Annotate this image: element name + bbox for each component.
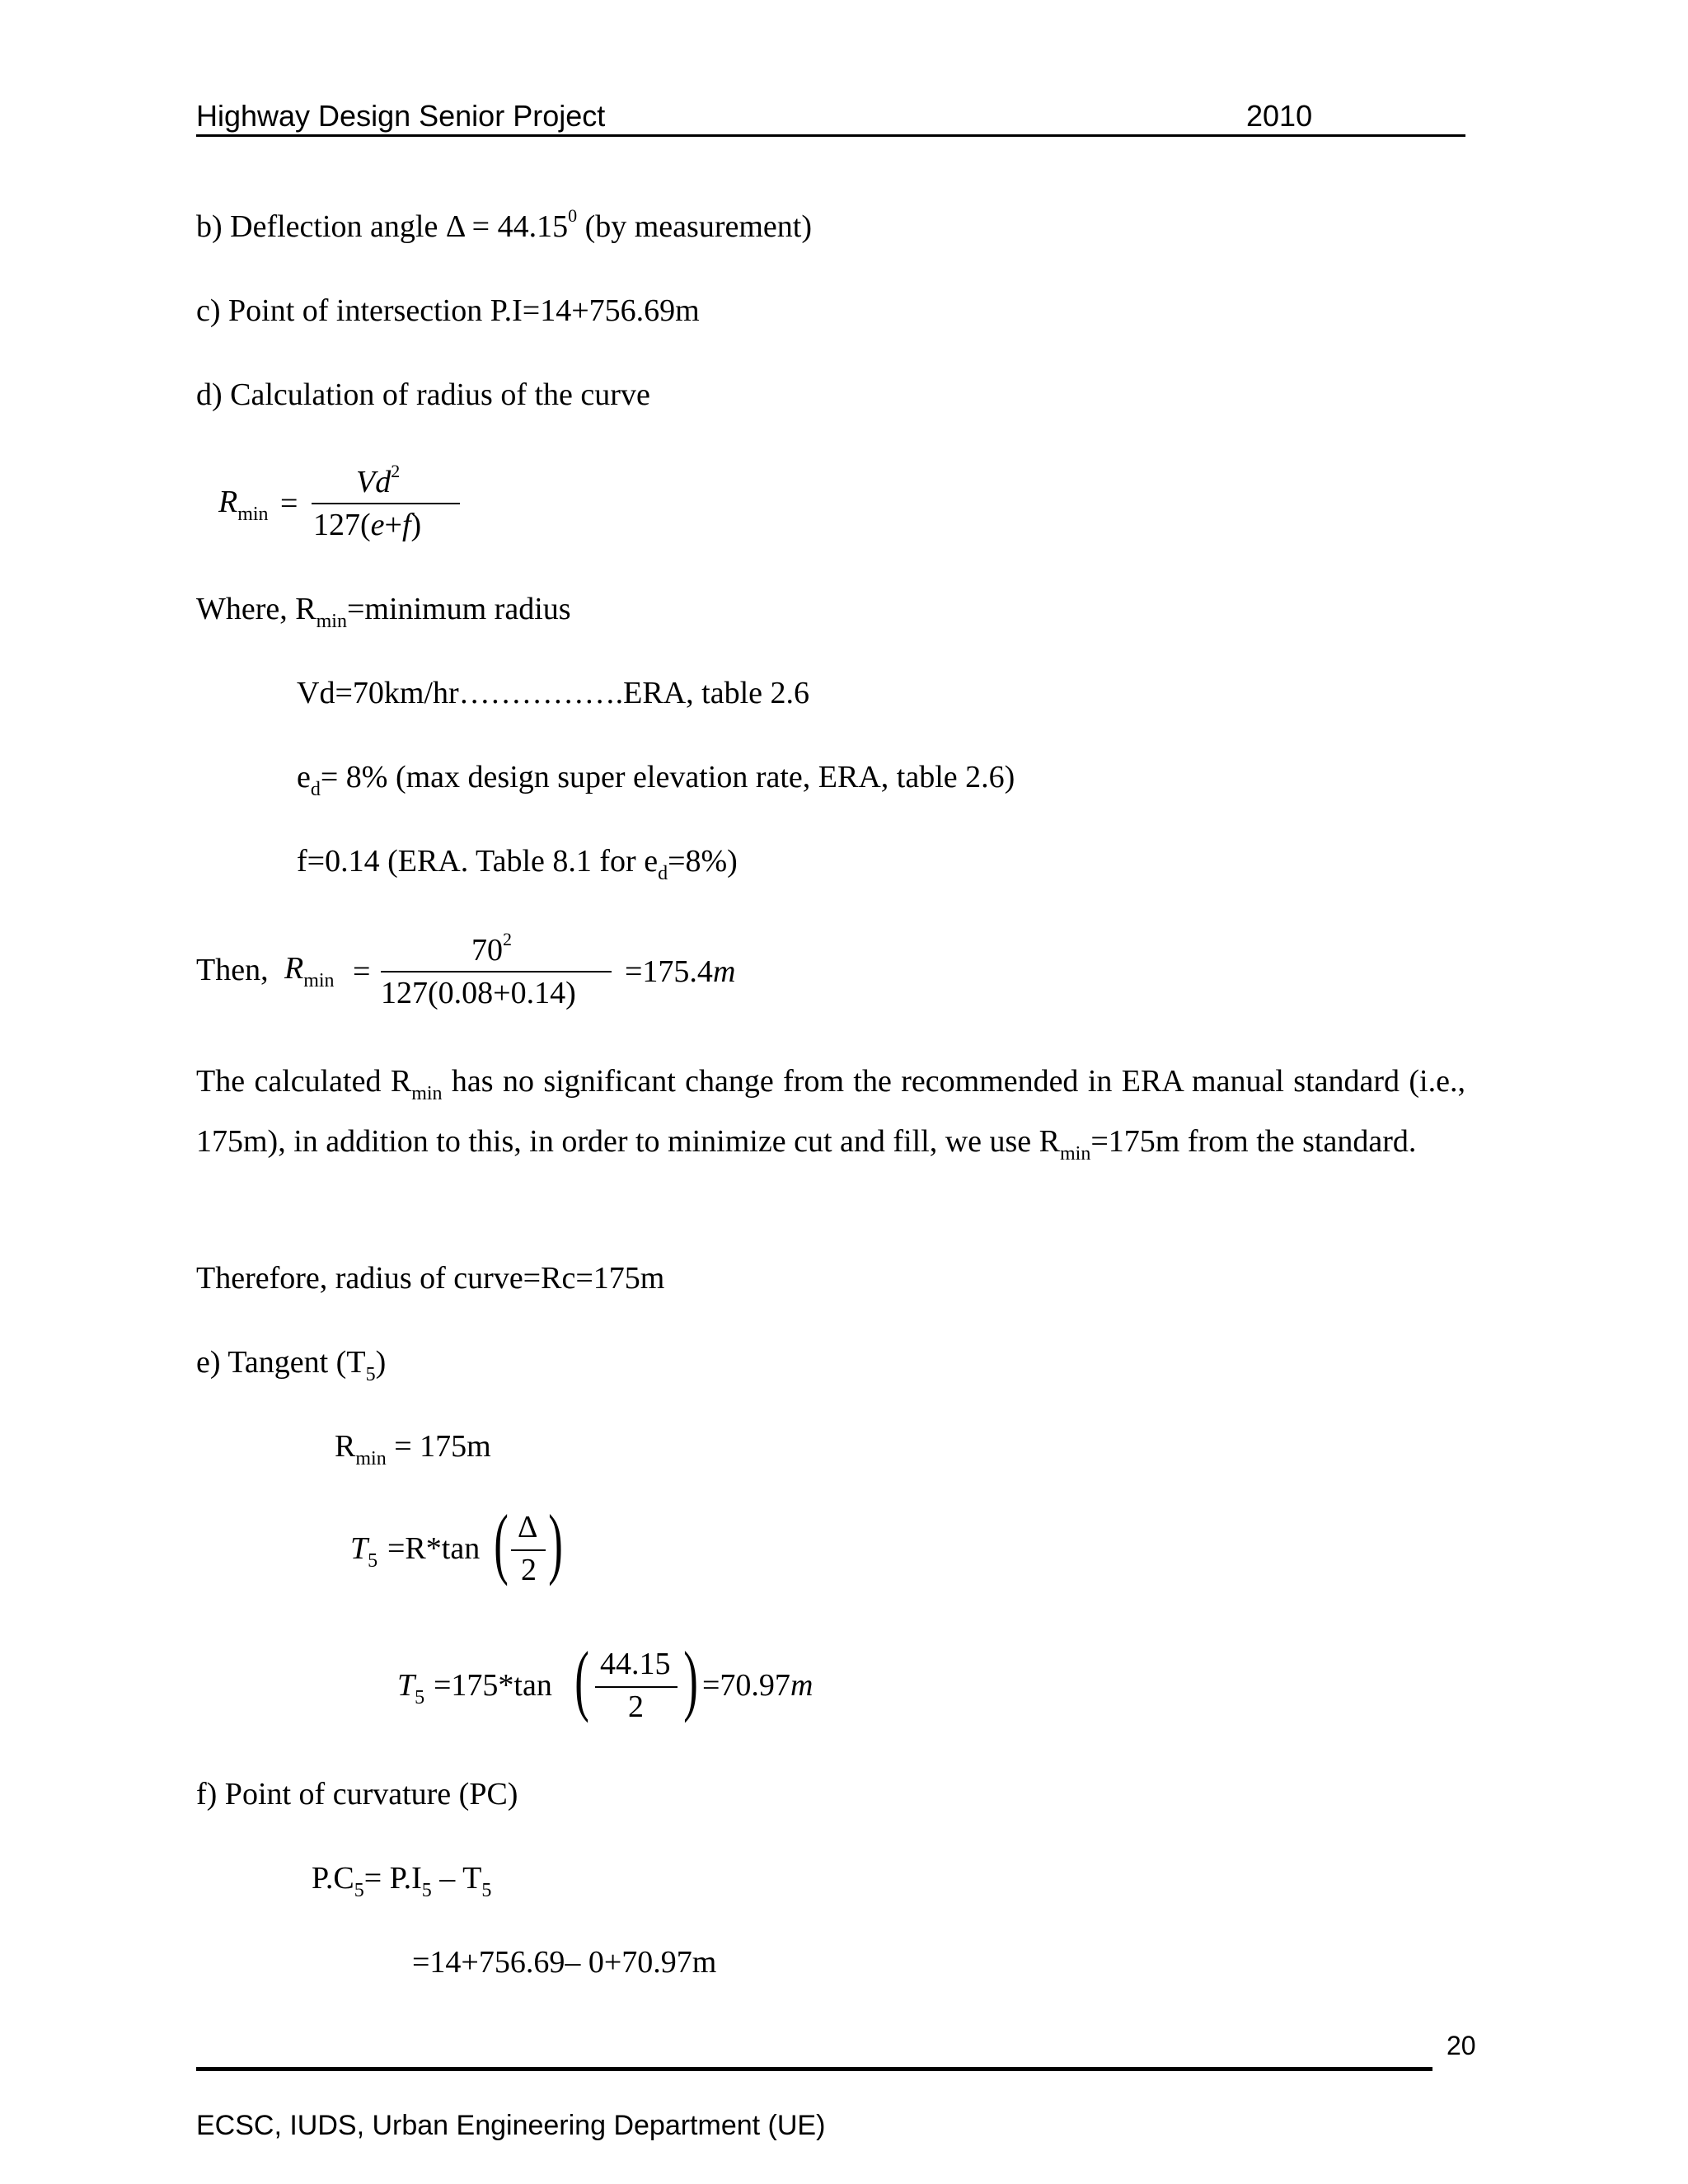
pc-value-line: =14+756.69– 0+70.97m — [412, 1945, 717, 1980]
design-speed-line: Vd=70km/hr…………….ERA, table 2.6 — [297, 676, 809, 710]
header-year: 2010 — [1246, 99, 1313, 133]
point-of-intersection-line: c) Point of intersection P.I=14+756.69m — [196, 293, 700, 328]
tangent-heading: e) Tangent $(T_5)$ — [196, 1345, 387, 1385]
header-title: Highway Design Senior Project — [196, 99, 606, 133]
footer-rule — [196, 2067, 1432, 2071]
radius-calculation-heading: d) Calculation of radius of the curve — [196, 377, 650, 412]
where-line: Where, $R_{min}=minimum$ radius — [196, 592, 571, 632]
page-number: 20 — [1447, 2031, 1476, 2060]
rmin-value-line: $R_{min} = 175m$ — [335, 1429, 491, 1469]
superelevation-line: $e_d= 8\%$ (max design super elevation rate, ERA, table 2.6) — [297, 760, 1015, 800]
therefore-line: Therefore, radius of curve=Rc=175m — [196, 1261, 665, 1296]
pc-equation-line: $P.C_5= P.I_5 - T_5$ — [312, 1861, 492, 1901]
header-rule — [196, 134, 1465, 137]
friction-line: f=0.14 (ERA. Table 8.1 for $e_d=8\%$) — [297, 844, 738, 884]
footer-department: ECSC, IUDS, Urban Engineering Department (UE) — [196, 2110, 826, 2141]
deflection-angle-line: b) Deflection angle $\Delta = 44.15^0$ (by measurement) — [196, 205, 812, 244]
point-of-curvature-heading: f) Point of curvature (PC) — [196, 1777, 518, 1811]
recommendation-paragraph: The calculated $R_{min}$ has no significant change from the recommended in ERA manual standard (i.e., 175m), in addition to this, in order to minimize cut and fill, we use $R_{min}=175m$ from the standard. — [196, 1064, 1465, 1165]
